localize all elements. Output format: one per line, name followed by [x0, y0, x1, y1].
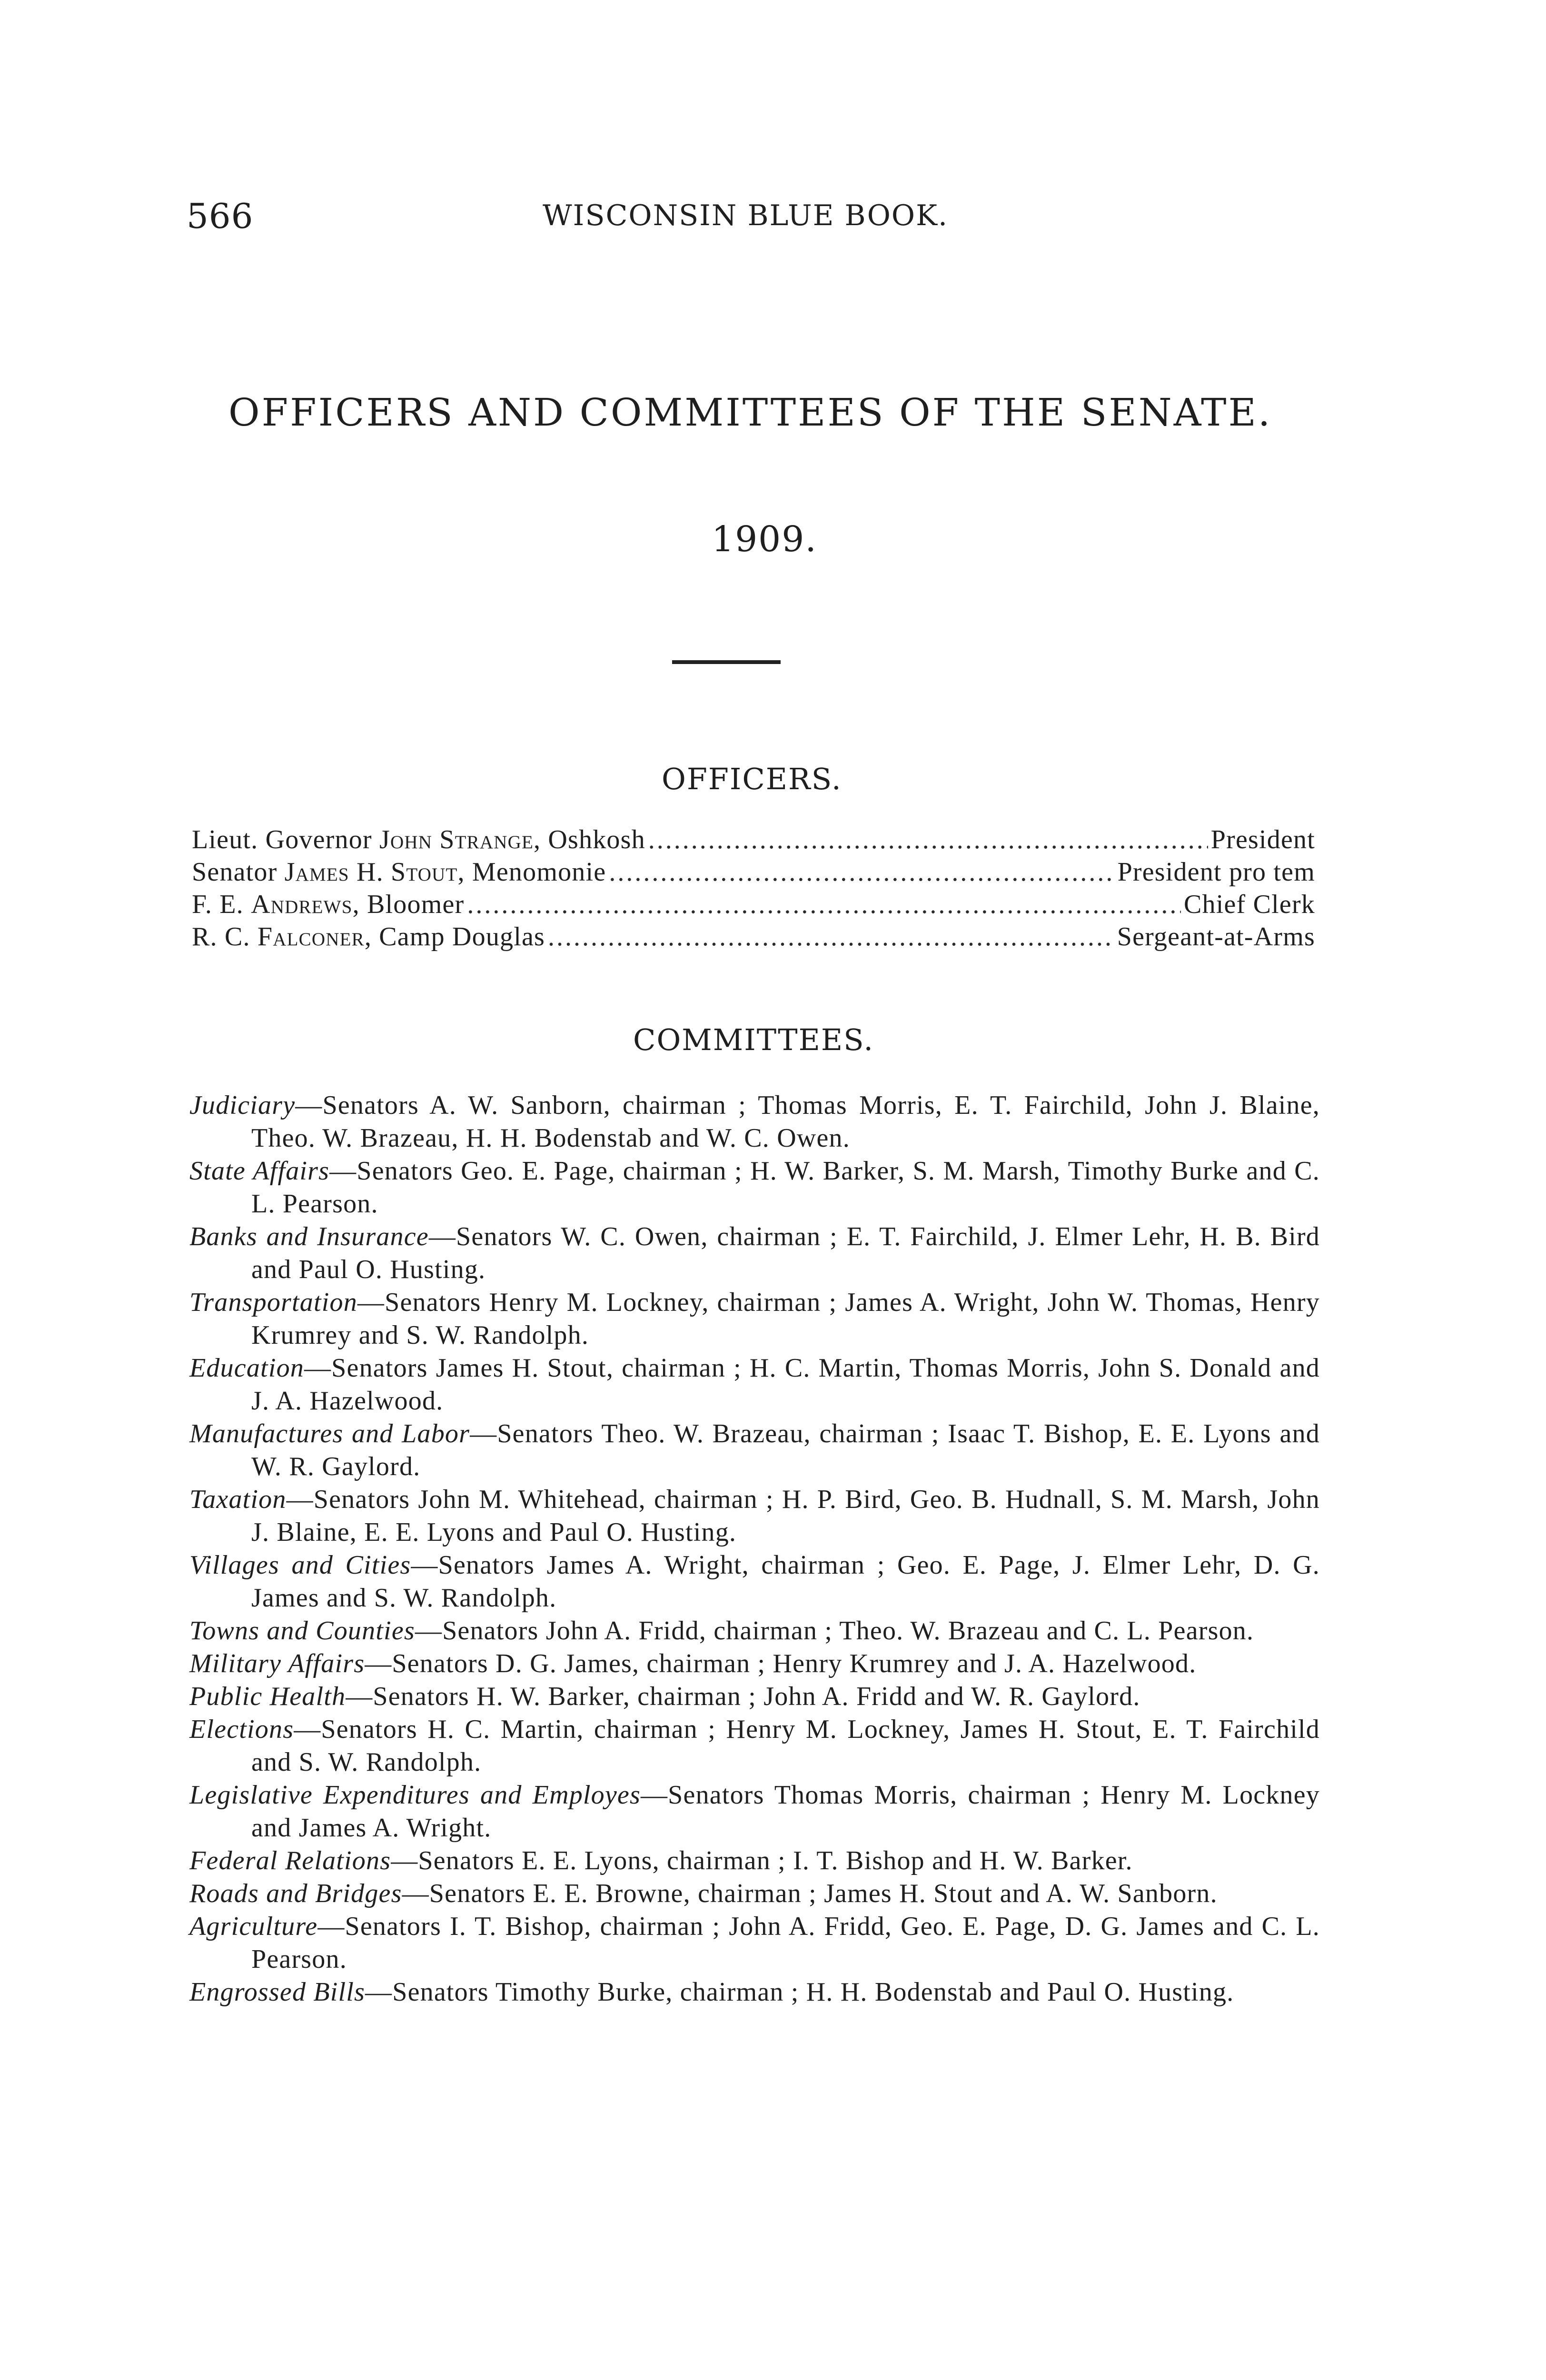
- committee-members: —Senators W. C. Owen, chairman ; E. T. Fairchild, J. Elmer Lehr, H. B. Bird and Paul O. Husting.: [251, 1222, 1320, 1284]
- officer-name: Falconer: [257, 922, 365, 952]
- officer-name: Andrews: [251, 890, 353, 919]
- committee-members: —Senators Theo. W. Brazeau, chairman ; Isaac T. Bishop, E. E. Lyons and W. R. Gaylord.: [251, 1419, 1320, 1481]
- year-heading: 1909.: [712, 519, 817, 560]
- officer-role: President pro tem: [1117, 857, 1315, 887]
- committee-members: —Senators Thomas Morris, chairman ; Henry M. Lockney and James A. Wright.: [251, 1780, 1320, 1843]
- officer-entry: [192, 824, 645, 855]
- officer-prefix: Senator: [192, 857, 285, 887]
- committees-heading: COMMITTEES.: [633, 1022, 874, 1057]
- officer-entry: [192, 922, 545, 952]
- officer-prefix: Lieut. Governor: [192, 825, 379, 854]
- committee-name: Towns and Counties: [189, 1616, 415, 1646]
- committee-entry: [189, 1647, 1320, 1680]
- running-head: WISCONSIN BLUE BOOK.: [543, 199, 949, 232]
- officer-prefix: F. E.: [192, 890, 251, 919]
- officer-entry: [192, 889, 464, 920]
- officer-prefix: R. C.: [192, 922, 258, 952]
- committee-entry: [189, 1910, 1320, 1976]
- officer-place: , Camp Douglas: [364, 922, 545, 952]
- committee-members: —Senators Geo. E. Page, chairman ; H. W. Barker, S. M. Marsh, Timothy Burke and C. L. Pearson.: [251, 1156, 1320, 1219]
- officer-place: , Menomonie: [457, 857, 606, 887]
- committee-members: —Senators D. G. James, chairman ; Henry Krumrey and J. A. Hazelwood.: [365, 1649, 1197, 1678]
- committee-name: Federal Relations: [189, 1846, 391, 1875]
- officer-row: [192, 922, 1315, 954]
- committee-name: Taxation: [189, 1485, 287, 1514]
- page-title: OFFICERS AND COMMITTEES OF THE SENATE.: [228, 390, 1272, 435]
- committee-members: —Senators E. E. Lyons, chairman ; I. T. Bishop and H. W. Barker.: [391, 1846, 1133, 1875]
- committee-members: —Senators H. C. Martin, chairman ; Henry M. Lockney, James H. Stout, E. T. Fairchild and S. W. Randolph.: [251, 1715, 1320, 1777]
- committee-entry: [189, 1549, 1320, 1615]
- committee-entry: [189, 1155, 1320, 1220]
- committee-entry: [189, 1089, 1320, 1155]
- committee-members: —Senators E. E. Browne, chairman ; James H. Stout and A. W. Sanborn.: [402, 1879, 1218, 1908]
- committee-name: Engrossed Bills: [189, 1977, 366, 2007]
- committee-name: Military Affairs: [189, 1649, 365, 1678]
- committee-entry: [189, 1877, 1320, 1910]
- committee-entry: [189, 1779, 1320, 1844]
- committee-name: Legislative Expenditures and Employes: [189, 1780, 641, 1810]
- committee-members: —Senators John M. Whitehead, chairman ; H. P. Bird, Geo. B. Hudnall, S. M. Marsh, John J. Blaine, E. E. Lyons and Paul O. Husting.: [251, 1485, 1320, 1547]
- committee-entry: [189, 1976, 1320, 2009]
- officer-row: [192, 824, 1315, 857]
- committee-entry: [189, 1680, 1320, 1713]
- committee-entry: [189, 1483, 1320, 1549]
- officers-heading: OFFICERS.: [662, 762, 842, 796]
- officer-place: , Oshkosh: [533, 825, 645, 854]
- officer-role: Sergeant-at-Arms: [1117, 922, 1315, 952]
- committee-name: Banks and Insurance: [189, 1222, 429, 1251]
- committee-name: Villages and Cities: [189, 1550, 411, 1580]
- committee-entry: [189, 1844, 1320, 1877]
- committees-list: [189, 1089, 1320, 2009]
- committee-members: —Senators John A. Fridd, chairman ; Theo. W. Brazeau and C. L. Pearson.: [415, 1616, 1254, 1646]
- leader-dots: [609, 857, 1114, 887]
- committee-members: —Senators James H. Stout, chairman ; H. C. Martin, Thomas Morris, John S. Donald and J. A. Hazelwood.: [251, 1353, 1320, 1416]
- officer-place: , Bloomer: [352, 890, 465, 919]
- leader-dots: [648, 824, 1208, 855]
- officer-role: President: [1210, 825, 1315, 854]
- committee-name: Public Health: [189, 1682, 346, 1711]
- officer-name: James H. Stout: [284, 857, 458, 887]
- committee-entry: [189, 1418, 1320, 1483]
- committee-name: Manufactures and Labor: [189, 1419, 470, 1448]
- committee-name: Roads and Bridges: [189, 1879, 402, 1908]
- committee-name: Elections: [189, 1715, 294, 1744]
- committee-members: —Senators I. T. Bishop, chairman ; John A. Fridd, Geo. E. Page, D. G. James and C. L. Pearson.: [251, 1912, 1320, 1974]
- officer-role: Chief Clerk: [1183, 890, 1315, 919]
- leader-dots: [548, 922, 1114, 952]
- title-divider: [672, 660, 781, 664]
- committee-name: Transportation: [189, 1288, 357, 1317]
- officer-entry: [192, 857, 606, 887]
- committee-members: —Senators A. W. Sanborn, chairman ; Thomas Morris, E. T. Fairchild, John J. Blaine, Theo. W. Brazeau, H. H. Bodenstab and W. C. Owen.: [251, 1091, 1320, 1153]
- committee-entry: [189, 1713, 1320, 1779]
- committee-name: Education: [189, 1353, 304, 1383]
- committee-members: —Senators Timothy Burke, chairman ; H. H. Bodenstab and Paul O. Husting.: [365, 1977, 1234, 2007]
- committee-members: —Senators Henry M. Lockney, chairman ; James A. Wright, John W. Thomas, Henry Krumrey and S. W. Randolph.: [251, 1288, 1320, 1350]
- officers-list: [192, 824, 1315, 954]
- committee-entry: [189, 1220, 1320, 1286]
- officer-row: [192, 889, 1315, 922]
- committee-members: —Senators H. W. Barker, chairman ; John A. Fridd and W. R. Gaylord.: [346, 1682, 1140, 1711]
- committee-entry: [189, 1286, 1320, 1352]
- committee-name: Agriculture: [189, 1912, 318, 1941]
- committee-name: Judiciary: [189, 1091, 296, 1120]
- committee-entry: [189, 1352, 1320, 1418]
- committee-entry: [189, 1615, 1320, 1647]
- committee-name: State Affairs: [189, 1156, 330, 1186]
- page-number: 566: [187, 196, 254, 236]
- committee-members: —Senators James A. Wright, chairman ; Geo. E. Page, J. Elmer Lehr, D. G. James and S. W. Randolph.: [251, 1550, 1320, 1613]
- officer-row: [192, 857, 1315, 889]
- officer-name: John Strange: [379, 825, 534, 854]
- leader-dots: [467, 889, 1181, 920]
